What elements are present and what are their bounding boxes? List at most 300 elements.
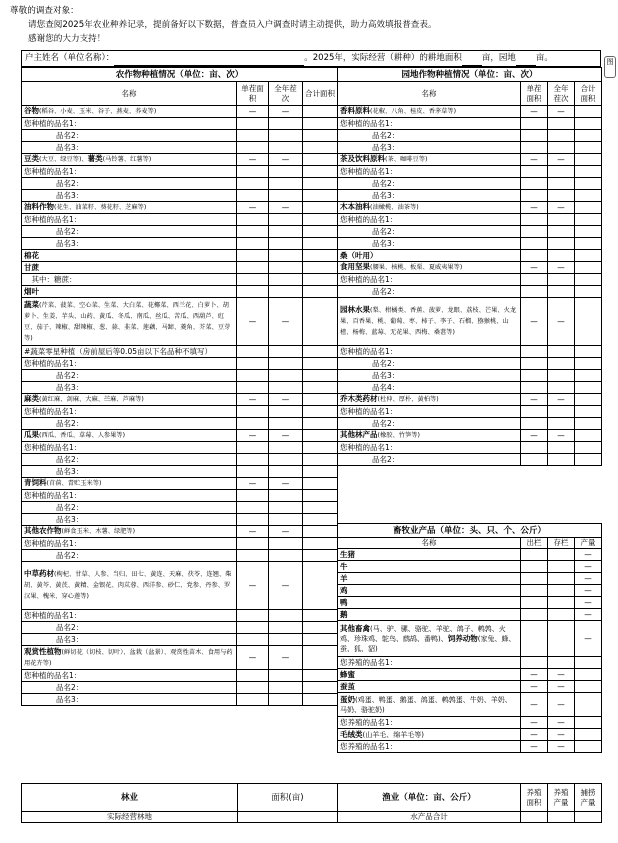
item-label: 您种植的品名1： xyxy=(24,406,82,416)
garden-row-label xyxy=(338,238,521,250)
garden-value-cell[interactable] xyxy=(575,382,602,394)
crop-value-cell[interactable] xyxy=(237,442,269,454)
item-label: 品名2： xyxy=(56,130,84,140)
crop-row xyxy=(22,346,338,358)
garden-value-cell[interactable] xyxy=(521,406,548,418)
crop-value-cell[interactable] xyxy=(237,538,269,550)
category-name: 青饲料 xyxy=(24,478,47,487)
garden-value-cell[interactable] xyxy=(575,262,602,274)
crop-header-row xyxy=(22,82,338,106)
item-label: 品名2： xyxy=(56,454,84,464)
na-dash: — xyxy=(521,202,548,214)
item-label: 品名2： xyxy=(56,370,84,380)
crop-value-cell[interactable] xyxy=(269,166,303,178)
crop-value-cell[interactable] xyxy=(269,118,303,130)
crop-value-cell[interactable] xyxy=(303,394,338,406)
livestock-value-cell[interactable] xyxy=(575,741,602,753)
garden-value-cell[interactable] xyxy=(575,154,602,166)
crop-row-label xyxy=(22,550,237,562)
livestock-value-cell[interactable] xyxy=(521,561,548,573)
crop-value-cell[interactable] xyxy=(237,238,269,250)
item-label: 品名2： xyxy=(372,454,400,464)
livestock-value-cell[interactable] xyxy=(575,693,602,717)
garden-value-cell[interactable] xyxy=(575,286,602,298)
livestock-row xyxy=(338,549,602,561)
na-dash: — xyxy=(521,262,548,274)
crop-value-cell[interactable] xyxy=(269,370,303,382)
crop-value-cell[interactable] xyxy=(303,682,338,694)
livestock-value-cell[interactable] xyxy=(548,549,575,561)
crop-value-cell[interactable] xyxy=(269,238,303,250)
garden-value-cell[interactable] xyxy=(548,346,575,358)
crop-row xyxy=(22,514,338,526)
crop-row xyxy=(22,286,338,298)
garden-value-cell[interactable] xyxy=(575,250,602,262)
livestock-row-label xyxy=(338,693,521,717)
garden-value-cell[interactable] xyxy=(521,226,548,238)
garden-value-cell[interactable] xyxy=(521,214,548,226)
crop-value-cell[interactable] xyxy=(269,226,303,238)
livestock-value-cell[interactable] xyxy=(521,621,548,657)
crop-value-cell[interactable] xyxy=(269,346,303,358)
garden-value-cell[interactable] xyxy=(575,274,602,286)
garden-row-label xyxy=(338,454,521,466)
livestock-value-cell[interactable] xyxy=(548,657,575,669)
crop-value-cell[interactable] xyxy=(303,226,338,238)
livestock-value-cell[interactable] xyxy=(575,681,602,693)
crop-row-label xyxy=(22,394,237,406)
item-label: 您种植的品名1： xyxy=(24,166,82,176)
livestock-value-cell[interactable] xyxy=(548,597,575,609)
crop-value-cell[interactable] xyxy=(269,286,303,298)
crop-value-cell[interactable] xyxy=(303,370,338,382)
garden-value-cell[interactable] xyxy=(521,274,548,286)
garden-value-cell[interactable] xyxy=(548,226,575,238)
crop-value-cell[interactable] xyxy=(237,454,269,466)
crop-value-cell[interactable] xyxy=(303,694,338,706)
item-label: 您种植的品名1： xyxy=(24,442,82,452)
crop-row xyxy=(22,358,338,370)
garden-value-cell[interactable] xyxy=(575,358,602,370)
crop-value-cell[interactable] xyxy=(237,226,269,238)
livestock-value-cell[interactable] xyxy=(548,621,575,657)
crop-row-label xyxy=(22,526,237,538)
livestock-value-cell[interactable] xyxy=(548,561,575,573)
garden-value-cell[interactable] xyxy=(548,166,575,178)
crop-value-cell[interactable] xyxy=(303,130,338,142)
livestock-row-label xyxy=(338,669,521,681)
na-dash: — xyxy=(269,430,303,442)
garden-value-cell[interactable] xyxy=(575,142,602,154)
crop-col-area: 单茬面积 xyxy=(237,82,269,106)
crop-value-cell[interactable] xyxy=(269,358,303,370)
garden-value-cell[interactable] xyxy=(548,142,575,154)
crop-value-cell[interactable] xyxy=(303,106,338,118)
garden-value-cell[interactable] xyxy=(521,238,548,250)
garden-value-cell[interactable] xyxy=(548,118,575,130)
crop-value-cell[interactable] xyxy=(303,418,338,430)
crop-value-cell[interactable] xyxy=(269,682,303,694)
fish-catch-cell[interactable] xyxy=(575,812,602,823)
fish-output-cell[interactable] xyxy=(548,812,575,823)
garden-value-cell[interactable] xyxy=(548,370,575,382)
crop-row xyxy=(22,478,338,490)
crop-value-cell[interactable] xyxy=(303,550,338,562)
crop-value-cell[interactable] xyxy=(269,550,303,562)
crop-value-cell[interactable] xyxy=(269,274,303,286)
garden-value-cell[interactable] xyxy=(575,226,602,238)
category-name: 园林水果 xyxy=(340,305,370,314)
livestock-value-cell[interactable] xyxy=(521,609,548,621)
crop-value-cell[interactable] xyxy=(269,382,303,394)
crop-value-cell[interactable] xyxy=(269,490,303,502)
crop-value-cell[interactable] xyxy=(303,502,338,514)
crop-value-cell[interactable] xyxy=(269,406,303,418)
garden-value-cell[interactable] xyxy=(575,454,602,466)
garden-value-cell[interactable] xyxy=(548,178,575,190)
forestry-area-cell[interactable] xyxy=(238,812,338,823)
garden-value-cell[interactable] xyxy=(521,166,548,178)
crop-value-cell[interactable] xyxy=(237,262,269,274)
crop-value-cell[interactable] xyxy=(237,502,269,514)
crop-value-cell[interactable] xyxy=(303,526,338,538)
crop-value-cell[interactable] xyxy=(237,382,269,394)
item-label: 您种植的品名1： xyxy=(24,214,82,224)
crop-value-cell[interactable] xyxy=(269,190,303,202)
na-dash: — xyxy=(575,561,602,573)
item-label: 您种植的品名1： xyxy=(24,670,82,680)
crop-row xyxy=(22,166,338,178)
garden-value-cell[interactable] xyxy=(575,130,602,142)
item-label: 品名2： xyxy=(56,682,84,692)
garden-value-cell[interactable] xyxy=(575,430,602,442)
garden-value-cell[interactable] xyxy=(548,382,575,394)
garden-value-cell[interactable] xyxy=(521,286,548,298)
crop-value-cell[interactable] xyxy=(237,622,269,634)
crop-row xyxy=(22,202,338,214)
livestock-value-cell[interactable] xyxy=(521,585,548,597)
na-dash: — xyxy=(269,526,303,538)
crop-value-cell[interactable] xyxy=(269,670,303,682)
garden-value-cell[interactable] xyxy=(548,238,575,250)
category-examples: (油橄榄、油茶等) xyxy=(370,204,419,211)
crop-value-cell[interactable] xyxy=(269,454,303,466)
garden-value-cell[interactable] xyxy=(548,406,575,418)
crop-value-cell[interactable] xyxy=(269,442,303,454)
category-name: 棉花 xyxy=(24,250,39,260)
crop-value-cell[interactable] xyxy=(237,490,269,502)
crop-value-cell[interactable] xyxy=(269,502,303,514)
crop-row-label xyxy=(22,382,237,394)
crop-row-label xyxy=(22,286,237,298)
crop-value-cell[interactable] xyxy=(303,490,338,502)
garden-value-cell[interactable] xyxy=(548,454,575,466)
crop-value-cell[interactable] xyxy=(269,262,303,274)
crop-value-cell[interactable] xyxy=(269,178,303,190)
na-dash: — xyxy=(521,717,548,729)
item-label: 您养殖的品名1： xyxy=(340,657,398,667)
crop-value-cell[interactable] xyxy=(237,274,269,286)
na-dash: — xyxy=(521,298,548,346)
crop-value-cell[interactable] xyxy=(269,610,303,622)
crop-row xyxy=(22,682,338,694)
garden-value-cell[interactable] xyxy=(521,190,548,202)
category-examples: (大豆、绿豆等)、 xyxy=(39,156,88,163)
crop-value-cell[interactable] xyxy=(237,682,269,694)
livestock-value-cell[interactable] xyxy=(548,573,575,585)
crop-value-cell[interactable] xyxy=(303,406,338,418)
crop-value-cell[interactable] xyxy=(303,286,338,298)
garden-value-cell[interactable] xyxy=(575,118,602,130)
garden-value-cell[interactable] xyxy=(575,214,602,226)
garden-row-label xyxy=(338,214,521,226)
crop-value-cell[interactable] xyxy=(303,178,338,190)
livestock-value-cell[interactable] xyxy=(521,549,548,561)
crop-value-cell[interactable] xyxy=(303,478,338,490)
crop-value-cell[interactable] xyxy=(237,118,269,130)
crop-value-cell[interactable] xyxy=(303,250,338,262)
crop-value-cell[interactable] xyxy=(269,250,303,262)
garden-row xyxy=(338,346,602,358)
garden-value-cell[interactable] xyxy=(575,106,602,118)
garden-row xyxy=(338,238,602,250)
livestock-value-cell[interactable] xyxy=(575,729,602,741)
crop-value-cell[interactable] xyxy=(303,346,338,358)
crop-value-cell[interactable] xyxy=(237,466,269,478)
crop-value-cell[interactable] xyxy=(237,406,269,418)
category-name: 其他林产品 xyxy=(340,430,378,439)
crop-value-cell[interactable] xyxy=(237,634,269,646)
garden-area-field[interactable] xyxy=(516,55,536,66)
crop-value-cell[interactable] xyxy=(303,670,338,682)
farmland-area-field[interactable] xyxy=(462,55,482,66)
garden-value-cell[interactable] xyxy=(575,394,602,406)
livestock-value-cell[interactable] xyxy=(521,573,548,585)
crop-value-cell[interactable] xyxy=(269,418,303,430)
garden-value-cell[interactable] xyxy=(575,178,602,190)
category-examples: (马、驴、骡、骆驼、羊驼、鸽子、鹌鹑、火鸡、珍珠鸡、鸵鸟、鹧鸪、番鸭)、 xyxy=(340,624,506,643)
side-tab-icon[interactable]: 图 xyxy=(604,56,616,78)
crop-value-cell[interactable] xyxy=(303,214,338,226)
crop-value-cell[interactable] xyxy=(237,514,269,526)
livestock-value-cell[interactable] xyxy=(521,657,548,669)
garden-value-cell[interactable] xyxy=(575,370,602,382)
crop-value-cell[interactable] xyxy=(303,622,338,634)
crop-value-cell[interactable] xyxy=(303,646,338,670)
garden-value-cell[interactable] xyxy=(548,274,575,286)
crop-value-cell[interactable] xyxy=(303,382,338,394)
crop-value-cell[interactable] xyxy=(269,634,303,646)
garden-value-cell[interactable] xyxy=(575,166,602,178)
crop-value-cell[interactable] xyxy=(237,358,269,370)
garden-value-cell[interactable] xyxy=(521,130,548,142)
garden-value-cell[interactable] xyxy=(548,358,575,370)
category-examples: (鲜食玉米、木薯、绿肥等) xyxy=(61,528,136,535)
crop-value-cell[interactable] xyxy=(303,514,338,526)
crop-value-cell[interactable] xyxy=(303,238,338,250)
garden-value-cell[interactable] xyxy=(521,358,548,370)
crop-value-cell[interactable] xyxy=(269,514,303,526)
garden-value-cell[interactable] xyxy=(575,346,602,358)
item-label: 品名3： xyxy=(372,238,400,248)
livestock-row xyxy=(338,573,602,585)
crop-value-cell[interactable] xyxy=(303,466,338,478)
crop-value-cell[interactable] xyxy=(269,130,303,142)
garden-value-cell[interactable] xyxy=(575,442,602,454)
intro-line: 请您查阅2025年农业种养记录，提前备好以下数据，普查员入户调查时请主动提供，助力高效填报普查表。 xyxy=(28,20,437,30)
crop-value-cell[interactable] xyxy=(237,250,269,262)
crop-row-label xyxy=(22,682,237,694)
crop-row-label xyxy=(22,670,237,682)
garden-value-cell[interactable] xyxy=(521,250,548,262)
garden-value-cell[interactable] xyxy=(548,250,575,262)
livestock-value-cell[interactable] xyxy=(521,597,548,609)
livestock-row-label xyxy=(338,717,521,729)
category-name: 蛋奶 xyxy=(340,694,355,704)
crop-value-cell[interactable] xyxy=(269,538,303,550)
category-examples: (腰果、核桃、板栗、夏威夷果等) xyxy=(370,264,463,271)
crop-row xyxy=(22,646,338,670)
livestock-value-cell[interactable] xyxy=(575,717,602,729)
crop-value-cell[interactable] xyxy=(237,670,269,682)
garden-value-cell[interactable] xyxy=(521,454,548,466)
crop-value-cell[interactable] xyxy=(303,166,338,178)
garden-row xyxy=(338,274,602,286)
category-name: 鸡 xyxy=(340,585,348,595)
garden-row xyxy=(338,298,602,346)
crop-value-cell[interactable] xyxy=(237,166,269,178)
garden-value-cell[interactable] xyxy=(548,442,575,454)
garden-value-cell[interactable] xyxy=(521,178,548,190)
crop-value-cell[interactable] xyxy=(237,190,269,202)
item-label: 品名2： xyxy=(56,418,84,428)
garden-value-cell[interactable] xyxy=(521,418,548,430)
garden-value-cell[interactable] xyxy=(521,142,548,154)
livestock-row-label xyxy=(338,597,521,609)
garden-value-cell[interactable] xyxy=(575,298,602,346)
crop-value-cell[interactable] xyxy=(303,142,338,154)
crop-value-cell[interactable] xyxy=(303,562,338,610)
crop-value-cell[interactable] xyxy=(237,142,269,154)
crop-value-cell[interactable] xyxy=(303,202,338,214)
crop-value-cell[interactable] xyxy=(237,610,269,622)
crop-value-cell[interactable] xyxy=(303,274,338,286)
garden-col-area: 单茬面积 xyxy=(521,82,548,106)
garden-row-label xyxy=(338,298,521,346)
crop-value-cell[interactable] xyxy=(303,358,338,370)
crop-value-cell[interactable] xyxy=(237,418,269,430)
garden-value-cell[interactable] xyxy=(521,442,548,454)
garden-value-cell[interactable] xyxy=(548,130,575,142)
na-dash: — xyxy=(521,693,548,717)
crop-value-cell[interactable] xyxy=(303,610,338,622)
garden-value-cell[interactable] xyxy=(521,346,548,358)
crop-value-cell[interactable] xyxy=(237,286,269,298)
crop-value-cell[interactable] xyxy=(269,142,303,154)
garden-value-cell[interactable] xyxy=(575,190,602,202)
livestock-value-cell[interactable] xyxy=(575,669,602,681)
garden-value-cell[interactable] xyxy=(575,418,602,430)
garden-value-cell[interactable] xyxy=(521,118,548,130)
crop-value-cell[interactable] xyxy=(237,370,269,382)
na-dash: — xyxy=(521,669,548,681)
crop-value-cell[interactable] xyxy=(303,538,338,550)
livestock-value-cell[interactable] xyxy=(548,609,575,621)
garden-value-cell[interactable] xyxy=(575,202,602,214)
crop-value-cell[interactable] xyxy=(237,346,269,358)
garden-value-cell[interactable] xyxy=(548,190,575,202)
item-label: 您养殖的品名1： xyxy=(340,717,398,727)
crop-value-cell[interactable] xyxy=(237,178,269,190)
garden-row xyxy=(338,454,602,466)
item-label: 您种植的品名1： xyxy=(24,490,82,500)
category-name: 油料作物 xyxy=(24,202,54,211)
livestock-row xyxy=(338,741,602,753)
crop-value-cell[interactable] xyxy=(269,214,303,226)
garden-value-cell[interactable] xyxy=(521,370,548,382)
livestock-value-cell[interactable] xyxy=(548,585,575,597)
crop-section-title: 农作物种植情况（单位：亩、次） xyxy=(22,68,338,82)
fish-area-heading: 养殖面积 xyxy=(521,784,548,812)
item-label: 品名2： xyxy=(372,226,400,236)
crop-row-label xyxy=(22,514,237,526)
livestock-row xyxy=(338,621,602,657)
crop-value-cell[interactable] xyxy=(303,634,338,646)
crop-row xyxy=(22,622,338,634)
crop-value-cell[interactable] xyxy=(303,454,338,466)
crop-value-cell[interactable] xyxy=(303,118,338,130)
fish-area-cell[interactable] xyxy=(521,812,548,823)
livestock-col-prod: 产量 xyxy=(575,538,602,549)
area-text: 。2025年，实际经营（耕种）的耕地面积 xyxy=(304,53,462,63)
owner-name-field[interactable] xyxy=(114,55,304,66)
crop-value-cell[interactable] xyxy=(303,190,338,202)
item-label: 品名3： xyxy=(56,694,84,704)
garden-value-cell[interactable] xyxy=(548,418,575,430)
livestock-row-label xyxy=(338,741,521,753)
crop-value-cell[interactable] xyxy=(303,262,338,274)
crop-value-cell[interactable] xyxy=(269,466,303,478)
crop-value-cell[interactable] xyxy=(237,130,269,142)
na-dash: — xyxy=(269,106,303,118)
crop-row-label xyxy=(22,262,237,274)
crop-row-label xyxy=(22,418,237,430)
garden-row xyxy=(338,154,602,166)
garden-value-cell[interactable] xyxy=(575,238,602,250)
garden-value-cell[interactable] xyxy=(548,286,575,298)
livestock-value-cell[interactable] xyxy=(575,657,602,669)
crop-value-cell[interactable] xyxy=(237,694,269,706)
crop-value-cell[interactable] xyxy=(269,694,303,706)
crop-value-cell[interactable] xyxy=(303,442,338,454)
garden-row-label xyxy=(338,346,521,358)
crop-value-cell[interactable] xyxy=(303,430,338,442)
livestock-row-label xyxy=(338,609,521,621)
garden-value-cell[interactable] xyxy=(548,214,575,226)
crop-row-label xyxy=(22,106,237,118)
garden-value-cell[interactable] xyxy=(575,406,602,418)
na-dash: — xyxy=(269,202,303,214)
garden-value-cell[interactable] xyxy=(521,382,548,394)
crop-value-cell[interactable] xyxy=(237,550,269,562)
crop-value-cell[interactable] xyxy=(303,154,338,166)
item-label: 品名3： xyxy=(56,514,84,524)
crop-value-cell[interactable] xyxy=(303,298,338,346)
crop-value-cell[interactable] xyxy=(269,622,303,634)
intro xyxy=(10,4,437,46)
crop-value-cell[interactable] xyxy=(237,214,269,226)
na-dash: — xyxy=(237,526,269,538)
